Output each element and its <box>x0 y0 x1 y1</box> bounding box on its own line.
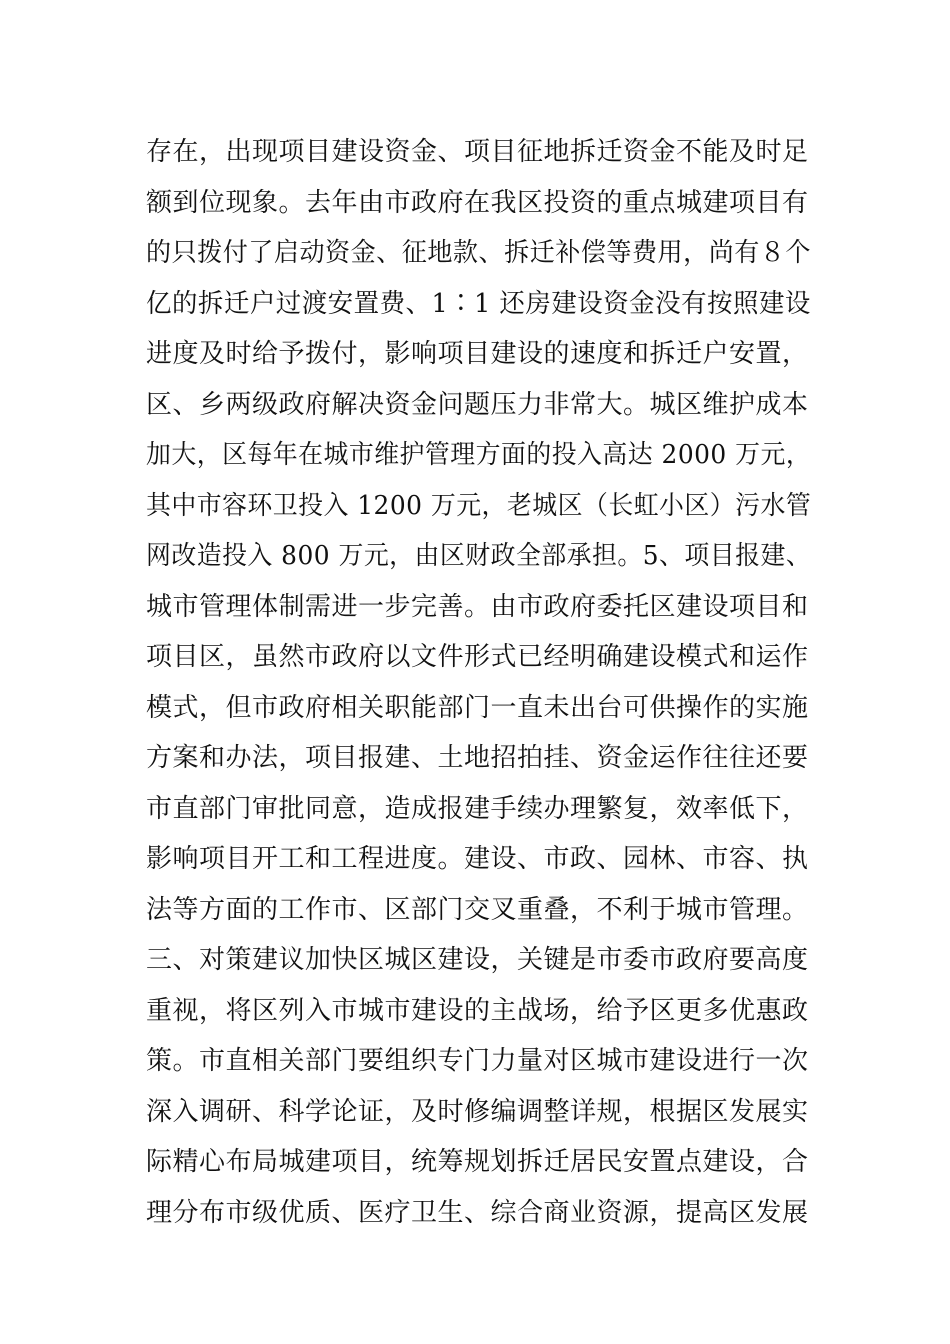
text-line: 额到位现象。去年由市政府在我区投资的重点城建项目有 <box>146 187 809 218</box>
text-line: 项目区，虽然市政府以文件形式已经明确建设模式和运作 <box>146 642 809 672</box>
text-line: 亿的拆迁户过渡安置费、1∶1 还房建设资金没有按照建设 <box>146 288 811 319</box>
text-line: 网改造投入 800 万元，由区财政全部承担。5、项目报建、 <box>146 541 812 571</box>
text-line: 三、对策建议加快区城区建设，关键是市委市政府要高度 <box>146 945 809 975</box>
text-line: 存在，出现项目建设资金、项目征地拆迁资金不能及时足 <box>146 137 809 167</box>
text-line: 重视，将区列入市城市建设的主战场，给予区更多优惠政 <box>146 995 809 1026</box>
text-line: 模式，但市政府相关职能部门一直未出台可供操作的实施 <box>146 692 809 723</box>
text-line: 区、乡两级政府解决资金问题压力非常大。城区维护成本 <box>146 389 809 420</box>
text-line: 策。市直相关部门要组织专门力量对区城市建设进行一次 <box>146 1046 809 1076</box>
text-line: 城市管理体制需进一步完善。由市政府委托区建设项目和 <box>146 591 809 622</box>
text-line: 市直部门审批同意，造成报建手续办理繁复，效率低下， <box>146 793 809 824</box>
text-line: 进度及时给予拨付，影响项目建设的速度和拆迁户安置， <box>146 339 809 369</box>
text-line: 法等方面的工作市、区部门交叉重叠，不利于城市管理。 <box>146 894 809 925</box>
text-line: 加大，区每年在城市维护管理方面的投入高达 2000 万元， <box>146 440 812 470</box>
text-line: 影响项目开工和工程进度。建设、市政、园林、市容、执 <box>146 844 809 874</box>
text-line: 方案和办法，项目报建、土地招拍挂、资金运作往往还要 <box>146 743 809 773</box>
text-line: 的只拨付了启动资金、征地款、拆迁补偿等费用，尚有８个 <box>146 238 812 268</box>
text-line: 际精心布局城建项目，统筹规划拆迁居民安置点建设，合 <box>146 1147 809 1177</box>
text-line: 其中市容环卫投入 1200 万元，老城区（长虹小区）污水管 <box>146 490 812 521</box>
text-line: 理分布市级优质、医疗卫生、综合商业资源，提高区发展 <box>146 1197 809 1228</box>
text-line: 深入调研、科学论证，及时修编调整详规，根据区发展实 <box>146 1096 809 1127</box>
body-text <box>146 127 811 1238</box>
